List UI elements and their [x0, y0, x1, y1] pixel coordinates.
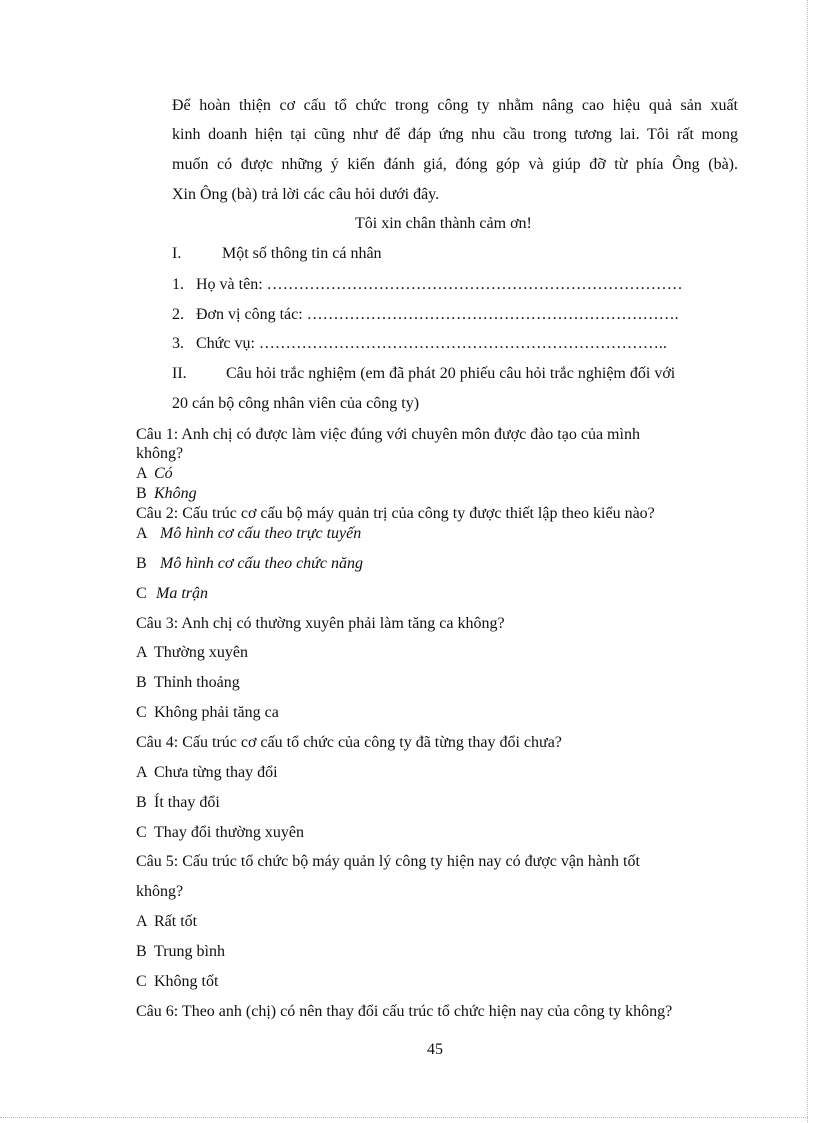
question-3-option-b: [136, 673, 240, 693]
question-5-text-cont: không?: [136, 883, 184, 900]
thanks-line: Tôi xin chân thành cảm ơn!: [355, 215, 532, 232]
option-text: Không phải tăng ca: [154, 704, 279, 721]
option-text: Chưa từng thay đổi: [154, 764, 278, 781]
option-text: Thay đổi thường xuyên: [154, 824, 304, 841]
question-4-option-c: [136, 823, 304, 843]
option-label: A: [136, 644, 148, 661]
option-label: A: [136, 764, 148, 781]
option-text: Mô hình cơ cấu theo trực tuyến: [160, 525, 362, 542]
option-text: Thường xuyên: [154, 644, 249, 661]
option-text: Rất tốt: [154, 913, 198, 930]
option-text: Ma trận: [156, 585, 208, 602]
option-label: A: [136, 913, 148, 930]
option-text: Ít thay đổi: [154, 794, 220, 811]
intro-line-1: Để hoàn thiện cơ cấu tổ chức trong công ty nhằm nâng cao hiệu quả sản xuất: [172, 97, 738, 114]
question-1-option-a: [136, 464, 173, 484]
question-4-option-a: [136, 763, 278, 783]
option-text: Mô hình cơ cấu theo chức năng: [160, 555, 363, 572]
section-2-heading: [172, 364, 675, 384]
option-text: Có: [154, 465, 173, 482]
option-label: B: [136, 485, 147, 502]
question-5-option-b: [136, 942, 225, 962]
intro-line-3: muốn có được những ý kiến đánh giá, đóng góp và giúp đỡ từ phía Ông (bà).: [172, 156, 738, 173]
option-label: B: [136, 943, 147, 960]
field-unit-label: Đơn vị công tác: …………………………………………………………….: [196, 306, 679, 323]
section-2-title-line-2: 20 cán bộ công nhân viên của công ty): [172, 395, 420, 412]
section-1-heading: [172, 244, 382, 264]
question-1-option-b: [136, 484, 197, 504]
field-number: 1.: [172, 276, 184, 293]
option-text: Trung bình: [154, 943, 225, 960]
field-position: [172, 334, 667, 354]
option-label: B: [136, 674, 147, 691]
page-border-right: [807, 0, 808, 1123]
section-1-title: Một số thông tin cá nhân: [222, 245, 382, 262]
field-unit: [172, 305, 679, 325]
option-label: B: [136, 794, 147, 811]
question-4-option-b: [136, 793, 220, 813]
question-3-option-a: [136, 643, 248, 663]
field-position-label: Chức vụ: …………………………………………………………………..: [196, 335, 667, 352]
option-text: Thỉnh thoảng: [154, 674, 240, 691]
page-number: 45: [427, 1041, 443, 1058]
page-border-bottom: [0, 1117, 808, 1118]
option-label: C: [136, 704, 147, 721]
question-1-text-cont: không?: [136, 445, 184, 462]
question-3-option-c: [136, 703, 279, 723]
intro-line-2: kinh doanh hiện tại cũng như để đáp ứng nhu cầu trong tương lai. Tôi rất mong: [172, 126, 738, 143]
question-2-option-c: [136, 584, 208, 604]
question-5-text: Câu 5: Cấu trúc tổ chức bộ máy quản lý công ty hiện nay có được vận hành tốt: [136, 853, 640, 870]
option-label: C: [136, 824, 147, 841]
question-2-option-b: [136, 554, 363, 574]
question-3-text: Câu 3: Anh chị có thường xuyên phải làm tăng ca không?: [136, 615, 505, 632]
option-label: A: [136, 525, 148, 542]
field-number: 2.: [172, 306, 184, 323]
option-label: A: [136, 465, 148, 482]
field-name-label: Họ và tên: ……………………………………………………………………: [196, 276, 683, 293]
option-text: Không: [154, 485, 197, 502]
option-text: Không tốt: [154, 973, 219, 990]
question-5-option-a: [136, 912, 197, 932]
question-1-text: Câu 1: Anh chị có được làm việc đúng với chuyên môn được đào tạo của mình: [136, 426, 640, 443]
question-6-text: Câu 6: Theo anh (chị) có nên thay đổi cấu trúc tổ chức hiện nay của công ty không?: [136, 1003, 673, 1020]
option-label: C: [136, 973, 147, 990]
field-number: 3.: [172, 335, 184, 352]
question-2-text: Câu 2: Cấu trúc cơ cấu bộ máy quản trị của công ty được thiết lập theo kiểu nào?: [136, 505, 655, 522]
option-label: B: [136, 555, 147, 572]
option-label: C: [136, 585, 147, 602]
section-2-numeral: II.: [172, 365, 187, 382]
section-2-title-line-1: Câu hỏi trắc nghiệm (em đã phát 20 phiếu câu hỏi trắc nghiệm đối với: [226, 365, 676, 382]
field-name: [172, 275, 683, 295]
question-5-option-c: [136, 972, 218, 992]
question-2-option-a: [136, 524, 361, 544]
section-1-numeral: I.: [172, 245, 182, 262]
intro-line-4: Xin Ông (bà) trả lời các câu hỏi dưới đây.: [172, 186, 440, 203]
question-4-text: Câu 4: Cấu trúc cơ cấu tổ chức của công ty đã từng thay đổi chưa?: [136, 734, 562, 751]
